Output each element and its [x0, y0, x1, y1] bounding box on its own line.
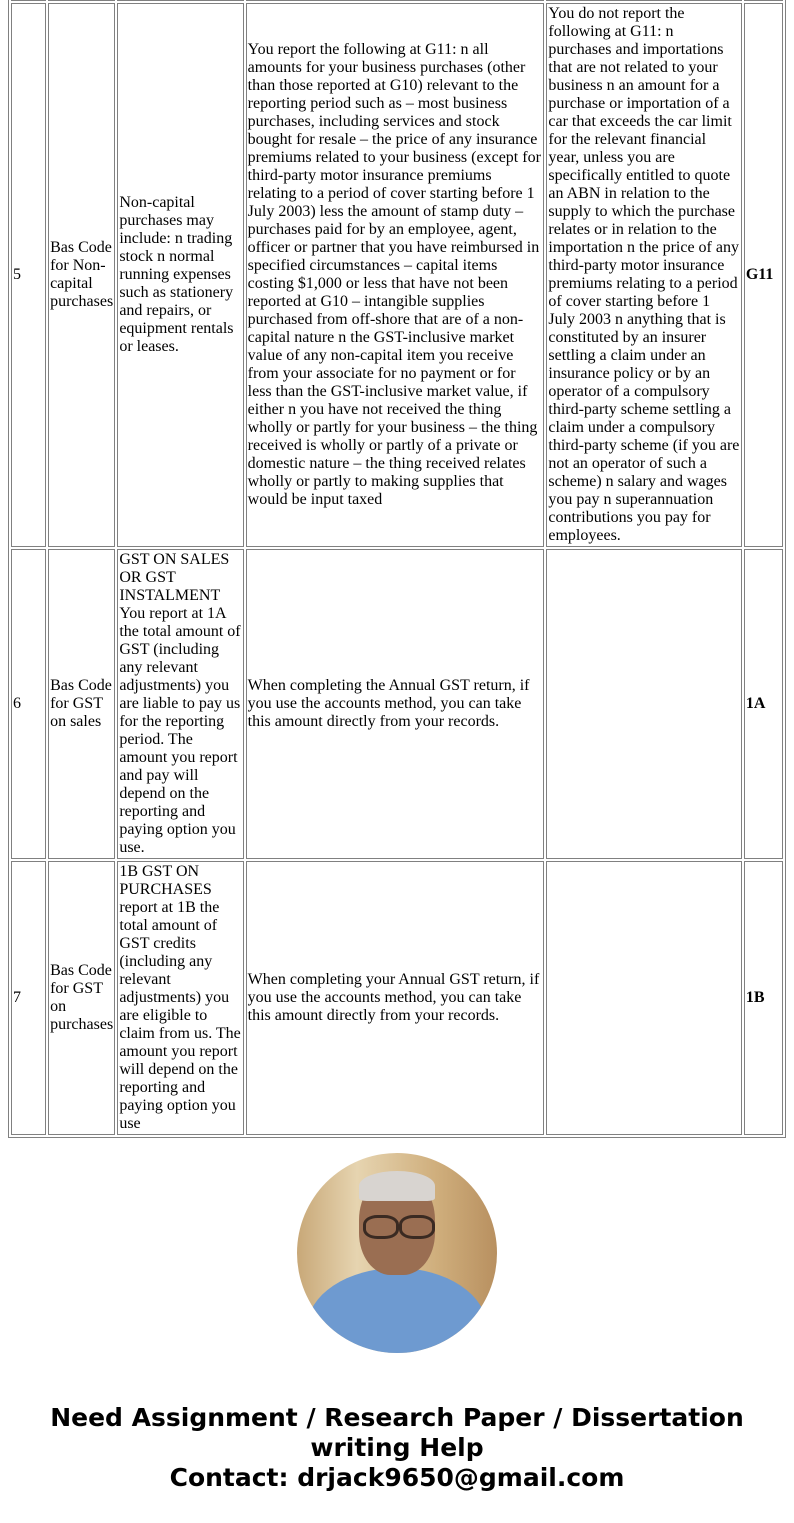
- row-code: 1B: [744, 861, 783, 1135]
- row-not-report: You do not report the following at G11: n purchases and importations that are not related to your business n an amount for a purchase or importation of a car that exceeds the car limit for the relevant financial year, unless you are specifically entitled to quote an ABN in relation to the supply to which the purchase relates or in relation to the importation n the price of any third-party motor insurance premiums relating to a period of cover starting before 1 July 2003 n anything that is constituted by an insurer settling a claim under an insurance policy or by an operator of a compulsory third-party scheme settling a claim under a compulsory third-party scheme (if you are not an operator of such a scheme) n salary and wages you pay n superannuation contributions you pay for employees.: [546, 3, 741, 547]
- row-report: When completing the Annual GST return, if you use the accounts method, you can take this amount directly from your records.: [246, 549, 545, 859]
- row-number: 6: [11, 549, 46, 859]
- row-not-report: [546, 549, 741, 859]
- row-title: Bas Code for Non-capital purchases: [48, 3, 115, 547]
- table-row: [11, 549, 783, 859]
- row-description: Non-capital purchases may include: n trading stock n normal running expenses such as stationery and repairs, or equipment rentals or leases.: [117, 3, 243, 547]
- row-code: 1A: [744, 549, 783, 859]
- author-photo: [297, 1153, 497, 1353]
- row-report: When completing your Annual GST return, if you use the accounts method, you can take this amount directly from your records.: [246, 861, 545, 1135]
- row-report: You report the following at G11: n all amounts for your business purchases (other than those reported at G10) relevant to the reporting period such as – most business purchases, including services and stock bought for resale – the price of any insurance premiums related to your business (except for third-party motor insurance premiums relating to a period of cover starting before 1 July 2003) less the amount of stamp duty – purchases paid for by an employee, agent, officer or partner that you have reimbursed in specified circumstances – capital items costing $1,000 or less that have not been reported at G10 – intangible supplies purchased from off-shore that are of a non-capital nature n the GST-inclusive market value of any non-capital item you receive from your associate for no payment or for less than the GST-inclusive market value, if either n you have not received the thing wholly or partly for your business – the thing received is wholly or partly of a private or domestic nature – the thing received relates wholly or partly to making supplies that would be input taxed: [246, 3, 545, 547]
- bas-code-table: [8, 0, 786, 1138]
- bas-code-table-wrapper: [8, 0, 786, 1138]
- row-code: G11: [744, 3, 783, 547]
- row-number: 7: [11, 861, 46, 1135]
- row-not-report: [546, 861, 741, 1135]
- row-title: Bas Code for GST on sales: [48, 549, 115, 859]
- row-number: 5: [11, 3, 46, 547]
- table-row: [11, 861, 783, 1135]
- table-row: [11, 3, 783, 547]
- row-title: Bas Code for GST on purchases: [48, 861, 115, 1135]
- promo-text: [0, 1403, 794, 1493]
- promo-headline: Need Assignment / Research Paper / Dissertation writing Help: [50, 1403, 744, 1462]
- promo-contact: Contact: drjack9650@gmail.com: [169, 1463, 625, 1492]
- row-description: GST ON SALES OR GST INSTALMENT You report at 1A the total amount of GST (including any relevant adjustments) you are liable to pay us for the reporting period. The amount you report and pay will depend on the reporting and paying option you use.: [117, 549, 243, 859]
- row-description: 1B GST ON PURCHASES report at 1B the total amount of GST credits (including any relevant adjustments) you are eligible to claim from us. The amount you report will depend on the reporting and paying option you use: [117, 861, 243, 1135]
- table-row-partial: [11, 0, 783, 1]
